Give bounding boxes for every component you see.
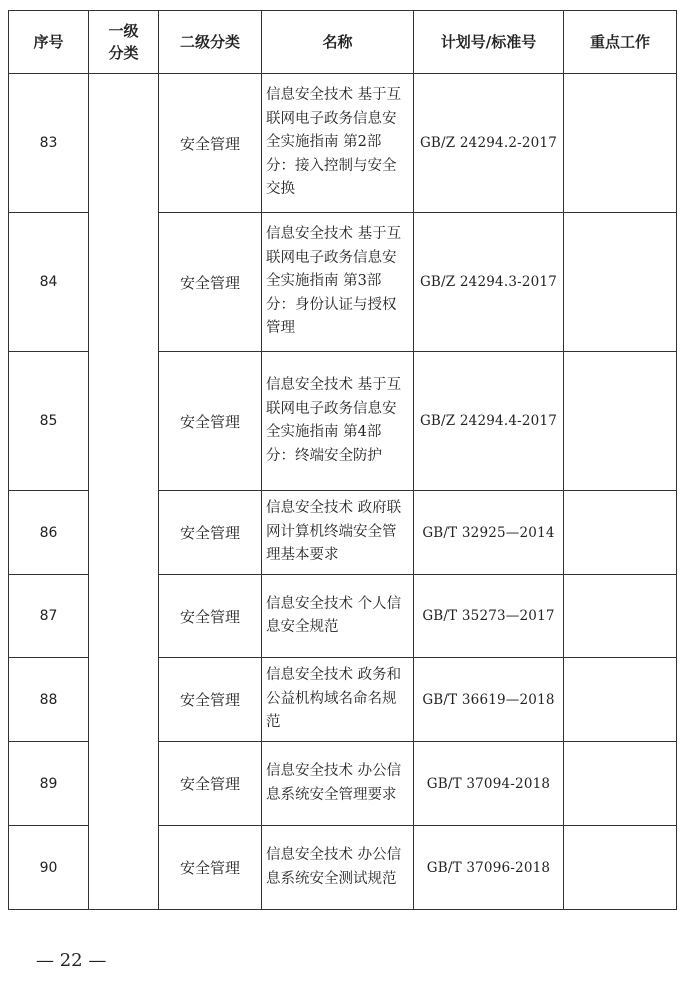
row-focus xyxy=(564,575,677,658)
row-level2: 安全管理 xyxy=(159,742,262,826)
level1-merged-cell xyxy=(89,74,159,910)
row-focus xyxy=(564,742,677,826)
row-code: GB/T 36619—2018 xyxy=(414,658,564,742)
row-name: 信息安全技术 基于互联网电子政务信息安全实施指南 第2部分：接入控制与安全交换 xyxy=(262,74,414,213)
row-code: GB/T 37094-2018 xyxy=(414,742,564,826)
header-focus: 重点工作 xyxy=(564,11,677,74)
row-focus xyxy=(564,74,677,213)
header-level2: 二级分类 xyxy=(159,11,262,74)
row-level2: 安全管理 xyxy=(159,826,262,910)
row-level2: 安全管理 xyxy=(159,213,262,352)
row-name: 信息安全技术 政府联网计算机终端安全管理基本要求 xyxy=(262,491,414,575)
page-number: — 22 — xyxy=(36,950,107,971)
row-level2: 安全管理 xyxy=(159,352,262,491)
header-row xyxy=(9,11,677,74)
row-seq: 90 xyxy=(9,826,89,910)
row-code: GB/Z 24294.4-2017 xyxy=(414,352,564,491)
row-seq: 88 xyxy=(9,658,89,742)
row-code: GB/Z 24294.3-2017 xyxy=(414,213,564,352)
row-name: 信息安全技术 基于互联网电子政务信息安全实施指南 第4部分：终端安全防护 xyxy=(262,352,414,491)
header-code: 计划号/标准号 xyxy=(414,11,564,74)
row-level2: 安全管理 xyxy=(159,658,262,742)
header-name: 名称 xyxy=(262,11,414,74)
row-code: GB/T 37096-2018 xyxy=(414,826,564,910)
row-focus xyxy=(564,213,677,352)
row-seq: 83 xyxy=(9,74,89,213)
row-seq: 84 xyxy=(9,213,89,352)
row-focus xyxy=(564,826,677,910)
standards-table xyxy=(8,10,677,910)
row-level2: 安全管理 xyxy=(159,575,262,658)
row-seq: 89 xyxy=(9,742,89,826)
row-name: 信息安全技术 个人信息安全规范 xyxy=(262,575,414,658)
header-seq: 序号 xyxy=(9,11,89,74)
table-row xyxy=(9,74,677,213)
row-name: 信息安全技术 办公信息系统安全管理要求 xyxy=(262,742,414,826)
row-focus xyxy=(564,491,677,575)
row-code: GB/T 35273—2017 xyxy=(414,575,564,658)
row-focus xyxy=(564,658,677,742)
header-level1: 一级分类 xyxy=(89,11,159,74)
row-seq: 86 xyxy=(9,491,89,575)
row-seq: 87 xyxy=(9,575,89,658)
row-level2: 安全管理 xyxy=(159,74,262,213)
row-name: 信息安全技术 基于互联网电子政务信息安全实施指南 第3部分：身份认证与授权管理 xyxy=(262,213,414,352)
row-code: GB/T 32925—2014 xyxy=(414,491,564,575)
row-level2: 安全管理 xyxy=(159,491,262,575)
row-code: GB/Z 24294.2-2017 xyxy=(414,74,564,213)
row-focus xyxy=(564,352,677,491)
row-seq: 85 xyxy=(9,352,89,491)
row-name: 信息安全技术 办公信息系统安全测试规范 xyxy=(262,826,414,910)
row-name: 信息安全技术 政务和公益机构域名命名规范 xyxy=(262,658,414,742)
